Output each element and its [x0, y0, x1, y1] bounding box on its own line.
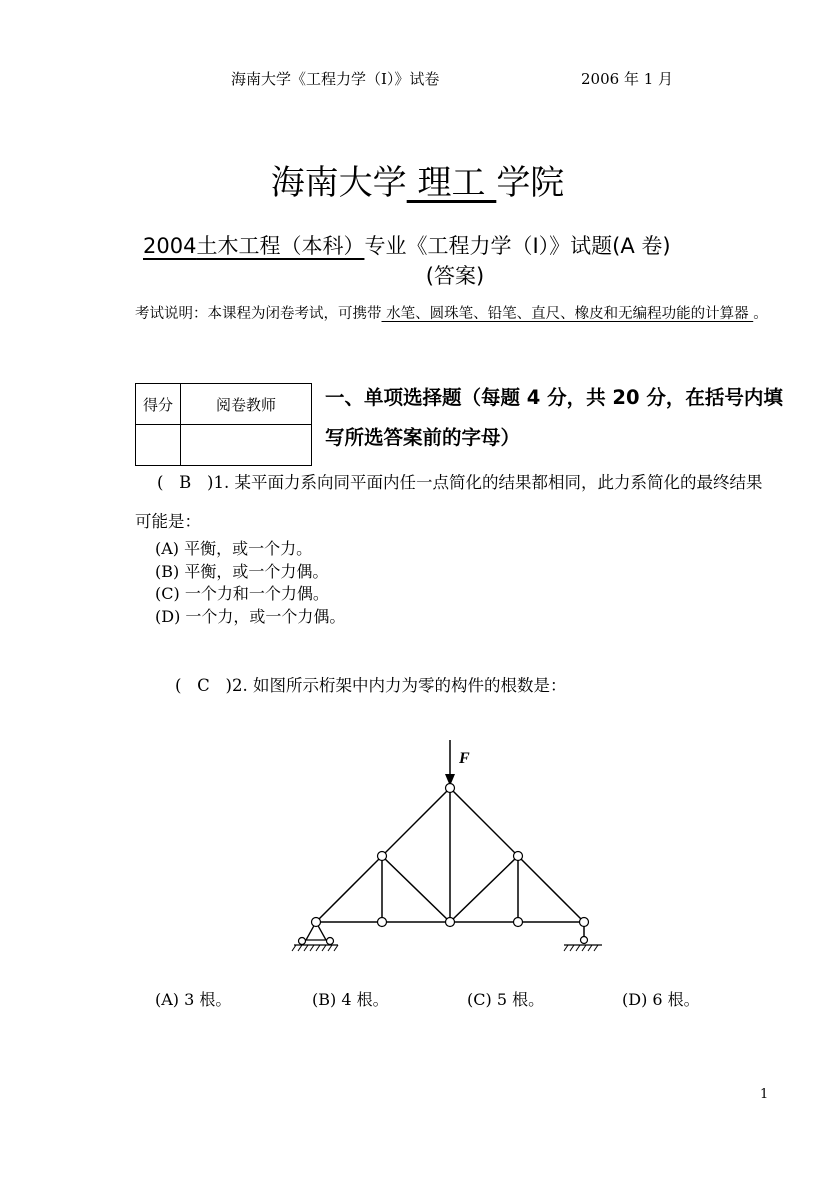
q1-text: 1. 某平面力系向同平面内任一点简化的结果都相同，此力系简化的最终结果可能是： — [135, 473, 763, 531]
subtitle-rest: 专业《工程力学（I）》试题(A 卷) — [364, 234, 671, 258]
score-table — [135, 383, 312, 466]
page-header — [231, 68, 674, 89]
q1-option-d: (D) 一个力，或一个力偶。 — [155, 606, 346, 626]
q1-option-b: (B) 平衡，或一个力偶。 — [155, 561, 329, 581]
page-number: 1 — [760, 1087, 769, 1102]
score-cell — [136, 425, 181, 466]
header-left: 海南大学《工程力学（I）》试卷 — [231, 70, 440, 88]
grader-cell — [181, 425, 312, 466]
title-college: 理工 — [406, 163, 497, 203]
score-header: 得分 — [136, 384, 181, 425]
header-date: 2006 年 1 月 — [581, 70, 674, 88]
q1-answer: B — [179, 473, 192, 492]
q2-option-c: (C) 5 根。 — [467, 990, 545, 1009]
question-2: ( C )2. 如图所示桁架中内力为零的构件的根数是： — [175, 676, 567, 695]
force-label: F — [459, 750, 470, 767]
q1-options — [155, 538, 345, 628]
truss-members — [316, 788, 584, 922]
exam-subtitle-answer: (答案) — [425, 264, 485, 288]
subtitle-major: 土木工程（本科） — [196, 234, 365, 258]
truss-diagram — [280, 730, 620, 965]
note-prefix: 考试说明：本课程为闭卷考试，可携带 — [135, 306, 382, 322]
title-suffix: 学院 — [496, 163, 565, 203]
q2-option-d: (D) 6 根。 — [622, 990, 700, 1009]
force-arrow — [445, 740, 455, 786]
q2-text: 2. 如图所示桁架中内力为零的构件的根数是： — [231, 676, 567, 695]
right-roller-support — [564, 926, 602, 951]
exam-note — [135, 300, 775, 328]
section-title: 一、单项选择题（每题 4 分，共 20 分，在括号内填写所选答案前的字母） — [325, 386, 783, 449]
q2-option-b: (B) 4 根。 — [312, 990, 389, 1009]
q1-option-c: (C) 一个力和一个力偶。 — [155, 584, 329, 603]
note-items: 水笔、圆珠笔、铅笔、直尺、橡皮和无编程功能的计算器 — [381, 306, 754, 322]
page-title — [0, 155, 835, 204]
exam-subtitle — [143, 230, 671, 260]
note-suffix: 。 — [753, 306, 768, 322]
question-1: ( B )1. 某平面力系向同平面内任一点简化的结果都相同，此力系简化的最终结果可能是： — [135, 473, 763, 531]
grader-header: 阅卷教师 — [181, 384, 312, 425]
q2-answer: C — [197, 676, 210, 695]
subtitle-year: 2004 — [143, 234, 197, 258]
title-prefix: 海南大学 — [270, 163, 407, 203]
q1-option-a: (A) 平衡，或一个力。 — [155, 539, 313, 558]
q2-option-a: (A) 3 根。 — [155, 990, 232, 1009]
